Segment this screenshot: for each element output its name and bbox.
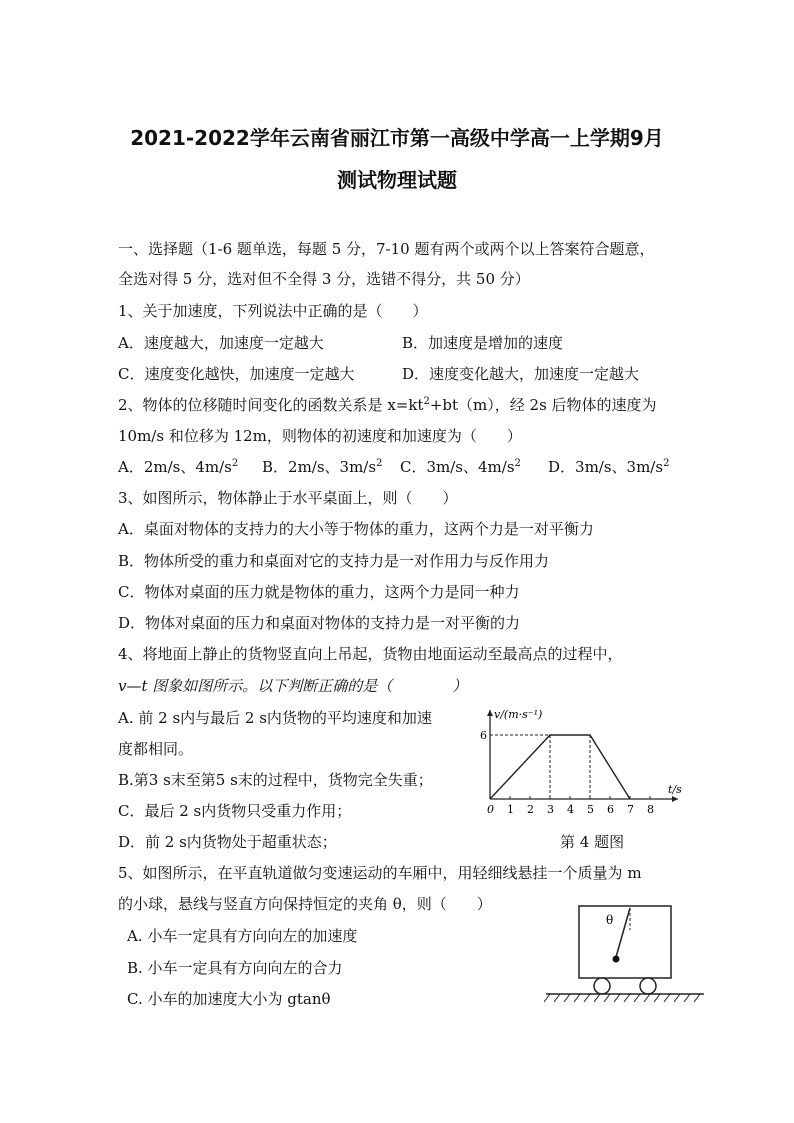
q4-option-a-line1: A. 前 2 s内与最后 2 s内货物的平均速度和加速: [118, 709, 432, 727]
q2-stem-line1: [118, 394, 657, 415]
x-axis-arrow: [672, 796, 678, 802]
x-tick-label: 8: [647, 803, 654, 816]
suspension-string: [616, 908, 630, 957]
wheel-left: [594, 978, 610, 994]
q2-stem-line2: 10m/s 和位移为 12m，则物体的初速度和加速度为（ ）: [118, 427, 522, 445]
q5-option-b: B. 小车一定具有方向向左的合力: [127, 959, 343, 977]
section-header-line1: 一、选择题（1-6 题单选，每题 5 分，7-10 题有两个或两个以上答案符合题意，: [118, 240, 655, 258]
x-tick-label: 1: [507, 803, 514, 816]
q4-option-d: D．前 2 s内货物处于超重状态；: [118, 833, 337, 851]
y-axis-label: v/(m·s⁻¹): [494, 708, 543, 721]
q2-exponent: 2: [423, 396, 430, 407]
wheel-right: [640, 978, 656, 994]
q4-stem-line2: v—t 图象如图所示。以下判断正确的是（ ）: [118, 677, 468, 695]
q5-stem-line1: 5、如图所示，在平直轨道做匀变速运动的车厢中，用轻细线悬挂一个质量为 m: [118, 864, 642, 882]
q3-option-d: D．物体对桌面的压力和桌面对物体的支持力是一对平衡的力: [118, 614, 521, 632]
q3-option-a: A．桌面对物体的支持力的大小等于物体的重力，这两个力是一对平衡力: [118, 520, 594, 538]
q3-option-c: C．物体对桌面的压力就是物体的重力，这两个力是同一种力: [118, 583, 520, 601]
x-tick-label: 5: [587, 803, 594, 816]
q2-option-b: [262, 456, 382, 477]
q2-option-a-text: A．2m/s、4m/s: [118, 458, 232, 476]
q5-stem-line2: 的小球，悬线与竖直方向保持恒定的夹角 θ，则（ ）: [118, 895, 492, 913]
q2-option-a: [118, 456, 238, 477]
q2-option-c: [400, 456, 521, 477]
q2-option-c-sup: 2: [514, 458, 521, 469]
q4-figure-caption: 第 4 题图: [560, 833, 625, 851]
page-title-line2: 测试物理试题: [337, 168, 457, 192]
y-tick-label: 6: [480, 729, 487, 742]
q5-option-a: A. 小车一定具有方向向左的加速度: [127, 927, 358, 945]
q3-option-b: B．物体所受的重力和桌面对它的支持力是一对作用力与反作用力: [118, 552, 550, 570]
q2-option-d-text: D．3m/s、3m/s: [548, 458, 664, 476]
q1-option-a: A．速度越大，加速度一定越大: [118, 334, 324, 352]
q2-option-b-sup: 2: [376, 458, 383, 469]
q2-option-a-sup: 2: [231, 458, 239, 469]
cart-figure: [544, 900, 714, 1005]
q4-option-c: C．最后 2 s内货物只受重力作用；: [118, 802, 352, 820]
q2-stem-part1: 2、物体的位移随时间变化的函数关系是 x=kt: [118, 396, 424, 414]
y-axis-arrow: [487, 710, 493, 716]
x-tick-label: 2: [527, 803, 534, 816]
page-title-line1: 2021-2022学年云南省丽江市第一高级中学高一上学期9月: [130, 126, 664, 150]
series-line: [490, 735, 630, 799]
q1-option-b: B．加速度是增加的速度: [402, 334, 564, 352]
q5-option-c: C. 小车的加速度大小为 gtanθ: [127, 990, 331, 1008]
q2-option-b-text: B．2m/s、3m/s: [262, 458, 377, 476]
q2-option-c-text: C．3m/s、4m/s: [400, 458, 515, 476]
q2-option-d-sup: 2: [663, 458, 670, 469]
x-axis-label: t/s: [668, 783, 682, 796]
q2-option-d: [548, 456, 669, 477]
ground-hatching: [544, 994, 700, 1002]
section-header-line2: 全选对得 5 分，选对但不全得 3 分，选错不得分，共 50 分）: [118, 270, 530, 288]
q3-stem: 3、如图所示，物体静止于水平桌面上，则（ ）: [118, 489, 458, 507]
x-tick-label: 3: [547, 803, 554, 816]
vt-chart: [478, 702, 698, 822]
q1-stem: 1、关于加速度，下列说法中正确的是（ ）: [118, 302, 428, 320]
x-tick-label: 4: [567, 803, 574, 816]
q4-stem-line1: 4、将地面上静止的货物竖直向上吊起，货物由地面运动至最高点的过程中，: [118, 645, 623, 663]
x-tick-label: 0: [487, 803, 494, 816]
q4-option-a-line2: 度都相同。: [118, 740, 194, 758]
x-tick-label: 7: [627, 803, 634, 816]
q1-option-c: C．速度变化越快，加速度一定越大: [118, 365, 355, 383]
x-tick-label: 6: [607, 803, 614, 816]
hanging-ball: [613, 956, 620, 963]
carriage-box: [579, 906, 671, 978]
theta-label: θ: [606, 913, 614, 927]
q2-stem-part2: +bt（m），经 2s 后物体的速度为: [429, 396, 657, 414]
q1-option-d: D．速度变化越大，加速度一定越大: [402, 365, 640, 383]
q4-option-b: B.第3 s末至第5 s末的过程中，货物完全失重；: [118, 771, 433, 789]
